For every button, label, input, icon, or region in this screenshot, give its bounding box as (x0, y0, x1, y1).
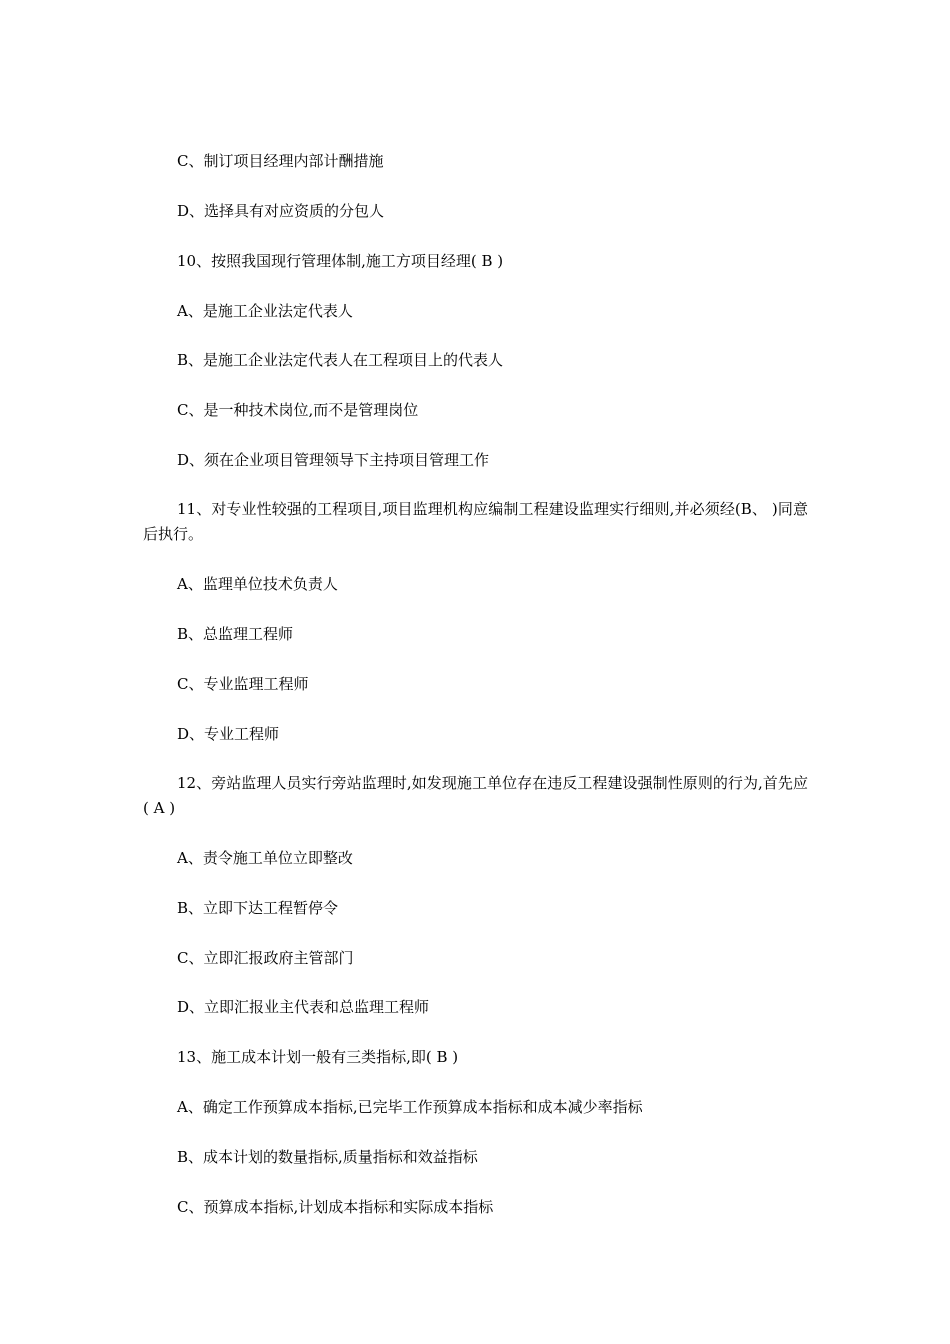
question-11: 11、对专业性较强的工程项目,项目监理机构应编制工程建设监理实行细则,并必须经(B、 )同意后执行。 (143, 500, 808, 543)
question-12: 12、旁站监理人员实行旁站监理时,如发现施工单位存在违反工程建设强制性原则的行为,首先应( A ) (143, 774, 808, 817)
option-10b: B、是施工企业法定代表人在工程项目上的代表人 (177, 351, 504, 369)
option-10a: A、是施工企业法定代表人 (177, 302, 353, 320)
option-11d: D、专业工程师 (177, 725, 280, 743)
option-9d: D、选择具有对应资质的分包人 (177, 202, 385, 220)
option-12b: B、立即下达工程暂停令 (177, 899, 339, 917)
option-10d: D、须在企业项目管理领导下主持项目管理工作 (177, 451, 490, 469)
option-13b: B、成本计划的数量指标,质量指标和效益指标 (177, 1148, 478, 1166)
option-12a: A、责令施工单位立即整改 (177, 849, 353, 867)
option-9c: C、制订项目经理内部计酬措施 (177, 152, 384, 170)
option-13a: A、确定工作预算成本指标,已完毕工作预算成本指标和成本减少率指标 (177, 1098, 643, 1116)
question-10: 10、按照我国现行管理体制,施工方项目经理( B ) (177, 252, 504, 270)
question-13: 13、施工成本计划一般有三类指标,即( B ) (177, 1048, 459, 1066)
option-10c: C、是一种技术岗位,而不是管理岗位 (177, 401, 419, 419)
option-13c: C、预算成本指标,计划成本指标和实际成本指标 (177, 1198, 494, 1216)
option-11b: B、总监理工程师 (177, 625, 294, 643)
option-11c: C、专业监理工程师 (177, 675, 309, 693)
option-12d: D、立即汇报业主代表和总监理工程师 (177, 998, 430, 1016)
option-11a: A、监理单位技术负责人 (177, 575, 338, 593)
option-12c: C、立即汇报政府主管部门 (177, 949, 354, 967)
